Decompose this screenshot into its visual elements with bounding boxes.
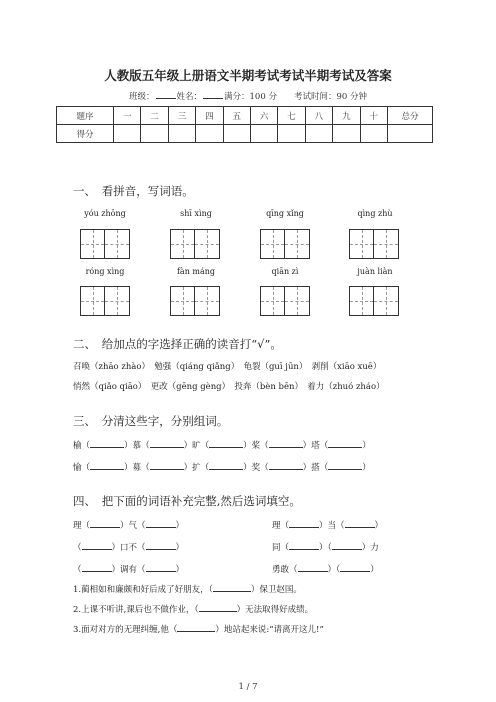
score-cell[interactable] bbox=[305, 125, 332, 143]
section-3-heading: 三、 分清这些字，分别组词。 bbox=[73, 414, 229, 428]
score-header-row bbox=[57, 107, 433, 125]
exam-info bbox=[0, 90, 496, 102]
writing-grid[interactable] bbox=[349, 286, 399, 316]
score-cell[interactable] bbox=[388, 125, 433, 143]
answer-blank[interactable] bbox=[150, 439, 184, 448]
answer-blank[interactable] bbox=[345, 519, 375, 528]
answer-blank[interactable] bbox=[209, 461, 243, 470]
pinyin-label: fàn máng bbox=[176, 267, 216, 276]
pinyin-label: róng xìng bbox=[85, 267, 125, 276]
class-label: 班级： bbox=[128, 92, 155, 102]
idiom-item: （ ）口不（ ） bbox=[73, 543, 185, 553]
answer-blank[interactable] bbox=[90, 519, 120, 528]
score-cell[interactable] bbox=[360, 125, 387, 143]
fill-sentence: 1.蔺相如和廉颇和好后成了好朋友，（ ）保卫赵国。 bbox=[73, 585, 302, 595]
writing-grid[interactable] bbox=[170, 229, 220, 259]
score-header-cell: 七 bbox=[278, 107, 305, 125]
idiom-item: 理（ ）当（ ） bbox=[272, 521, 384, 531]
score-cell[interactable] bbox=[114, 125, 141, 143]
score-cell[interactable] bbox=[223, 125, 250, 143]
pinyin-label: yóu zhōng bbox=[84, 209, 126, 218]
pinyin-label: shī xìng bbox=[180, 209, 212, 218]
char: 桨 bbox=[251, 441, 261, 451]
char: 旷 bbox=[192, 441, 201, 451]
score-cell[interactable] bbox=[141, 125, 168, 143]
score-value-row bbox=[57, 125, 433, 143]
score-header-cell: 五 bbox=[223, 107, 250, 125]
section-1-heading: 一、 看拼音，写词语。 bbox=[73, 184, 194, 198]
writing-grid[interactable] bbox=[349, 229, 399, 259]
name-blank bbox=[203, 90, 223, 99]
score-header-cell: 一 bbox=[114, 107, 141, 125]
pinyin-label: juàn liàn bbox=[357, 267, 393, 276]
idiom-item: （ ）调有（ ） bbox=[73, 565, 185, 575]
writing-grid[interactable] bbox=[80, 229, 130, 259]
answer-blank[interactable] bbox=[90, 439, 124, 448]
reading-line: 召唤（zhāo zhào） 勉强（qiáng qiǎng） 龟裂（guī jūn） 剥削（xiāo xuē） bbox=[73, 362, 382, 372]
score-row-label: 得分 bbox=[57, 125, 114, 143]
answer-blank[interactable] bbox=[209, 439, 243, 448]
score-cell[interactable] bbox=[333, 125, 360, 143]
score-header-cell: 三 bbox=[168, 107, 195, 125]
score-header-cell: 总分 bbox=[388, 107, 433, 125]
page-title: 人教版五年级上册语文半期考试考试半期考试及答案 bbox=[104, 68, 392, 83]
idiom-item: 理（ ）气（ ） bbox=[73, 521, 185, 531]
char: 榆 bbox=[73, 441, 82, 451]
answer-blank[interactable] bbox=[82, 563, 112, 572]
score-cell[interactable] bbox=[196, 125, 223, 143]
answer-blank[interactable] bbox=[82, 541, 112, 550]
answer-blank[interactable] bbox=[177, 623, 215, 632]
answer-blank[interactable] bbox=[150, 461, 184, 470]
score-header-cell: 题序 bbox=[57, 107, 114, 125]
class-blank bbox=[156, 90, 176, 99]
answer-blank[interactable] bbox=[146, 519, 176, 528]
section-2-heading: 二、 给加点的字选择正确的读音打“√”。 bbox=[73, 337, 282, 351]
score-table bbox=[56, 106, 433, 143]
answer-blank[interactable] bbox=[213, 583, 251, 592]
char: 奖 bbox=[251, 463, 261, 473]
pinyin-label: qìng zhù bbox=[357, 209, 393, 218]
answer-blank[interactable] bbox=[146, 563, 176, 572]
answer-blank[interactable] bbox=[328, 461, 362, 470]
score-header-cell: 四 bbox=[196, 107, 223, 125]
answer-blank[interactable] bbox=[199, 603, 237, 612]
pinyin-label: qiān zì bbox=[271, 267, 299, 276]
writing-grid[interactable] bbox=[170, 286, 220, 316]
writing-grid[interactable] bbox=[260, 286, 310, 316]
page-number: 1 / 7 bbox=[238, 682, 258, 692]
char: 愉 bbox=[73, 463, 82, 473]
answer-blank[interactable] bbox=[146, 541, 176, 550]
answer-blank[interactable] bbox=[289, 519, 319, 528]
score-header-cell: 八 bbox=[305, 107, 332, 125]
reading-line: 悄然（qiǎo qiāo） 更改（gēng gèng） 投奔（bèn bēn） 着力（zhuó zháo） bbox=[73, 382, 385, 392]
char: 搭 bbox=[311, 463, 320, 473]
char: 募 bbox=[132, 463, 142, 473]
pinyin-label: qīng xǐng bbox=[266, 209, 304, 218]
name-label: 姓名： bbox=[176, 92, 203, 102]
section-4-heading: 四、 把下面的词语补充完整,然后选词填空。 bbox=[73, 494, 301, 508]
fill-sentence: 2.上课不听讲,课后也不做作业，（ ）无法取得好成绩。 bbox=[73, 605, 314, 615]
answer-blank[interactable] bbox=[328, 439, 362, 448]
score-cell[interactable] bbox=[250, 125, 277, 143]
answer-blank[interactable] bbox=[269, 461, 303, 470]
idiom-item: 同（ ）（ ）力 bbox=[272, 543, 379, 553]
score-header-cell: 六 bbox=[250, 107, 277, 125]
answer-blank[interactable] bbox=[332, 541, 362, 550]
score-label: 满分：100 分 bbox=[224, 92, 277, 102]
writing-grid[interactable] bbox=[260, 229, 310, 259]
score-cell[interactable] bbox=[168, 125, 195, 143]
answer-blank[interactable] bbox=[340, 563, 370, 572]
time-label: 考试时间：90 分钟 bbox=[293, 92, 367, 102]
char: 塔 bbox=[311, 441, 320, 451]
answer-blank[interactable] bbox=[269, 439, 303, 448]
score-header-cell: 二 bbox=[141, 107, 168, 125]
answer-blank[interactable] bbox=[90, 461, 124, 470]
score-header-cell: 九 bbox=[333, 107, 360, 125]
answer-blank[interactable] bbox=[298, 563, 328, 572]
word-group-row: 愉（ ）募（ ）扩（ ）奖（ ）搭（ ） bbox=[73, 463, 371, 473]
score-cell[interactable] bbox=[278, 125, 305, 143]
score-header-cell: 十 bbox=[360, 107, 387, 125]
char: 扩 bbox=[192, 463, 201, 473]
idiom-item: 勇敢（ ）（ ） bbox=[272, 565, 379, 575]
writing-grid[interactable] bbox=[80, 286, 130, 316]
char: 慕 bbox=[132, 441, 142, 451]
word-group-row: 榆（ ）慕（ ）旷（ ）桨（ ）塔（ ） bbox=[73, 441, 371, 451]
answer-blank[interactable] bbox=[289, 541, 319, 550]
fill-sentence: 3.面对对方的无理纠缠,他（ ）地站起来说:“请离开这儿!” bbox=[73, 625, 324, 635]
